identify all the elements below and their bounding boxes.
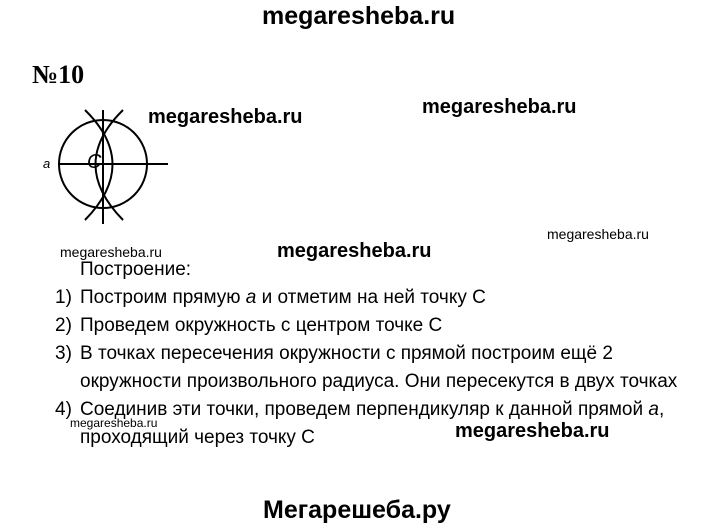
step-text: Соединив эти точки, проведем перпендикуляр к данной прямой: [80, 399, 649, 420]
variable-a: a: [245, 287, 257, 308]
step-3-continuation: окружности произвольного радиуса. Они пересекутся в двух точках: [80, 371, 678, 392]
step-text: Построим прямую: [80, 287, 246, 308]
step-4: [55, 398, 664, 422]
watermark-7: megaresheba.ru: [455, 420, 610, 442]
step-text: ,: [658, 399, 665, 420]
footer-watermark: Мегарешеба.ру: [263, 496, 451, 524]
watermark-5: megaresheba.ru: [277, 240, 432, 262]
step-number: 4): [55, 399, 72, 420]
step-3: [55, 342, 613, 366]
line-label-a: a: [43, 156, 51, 171]
watermark-6: megaresheba.ru: [70, 416, 158, 430]
header-watermark: megaresheba.ru: [262, 2, 456, 30]
step-2: [55, 314, 442, 338]
step-text: В точках пересечения окружности с прямой построим ещё 2: [80, 343, 613, 364]
watermark-3: megaresheba.ru: [547, 226, 649, 242]
task-number: №10: [32, 60, 85, 89]
step-number: 1): [55, 287, 72, 308]
watermark-2: megaresheba.ru: [422, 96, 577, 118]
watermark-1: megaresheba.ru: [148, 106, 303, 128]
step-4-continuation: проходящий через точку С: [80, 427, 315, 448]
step-text: Проведем окружность с центром точке С: [80, 315, 443, 336]
solution-heading: Построение:: [80, 259, 192, 280]
step-1: [55, 286, 486, 310]
center-label-c: C: [87, 151, 102, 173]
step-text: и отметим на ней точку С: [256, 287, 486, 308]
variable-a: a: [648, 399, 659, 420]
step-number: 3): [55, 343, 72, 364]
watermark-4: megaresheba.ru: [60, 244, 162, 260]
step-number: 2): [55, 315, 72, 336]
